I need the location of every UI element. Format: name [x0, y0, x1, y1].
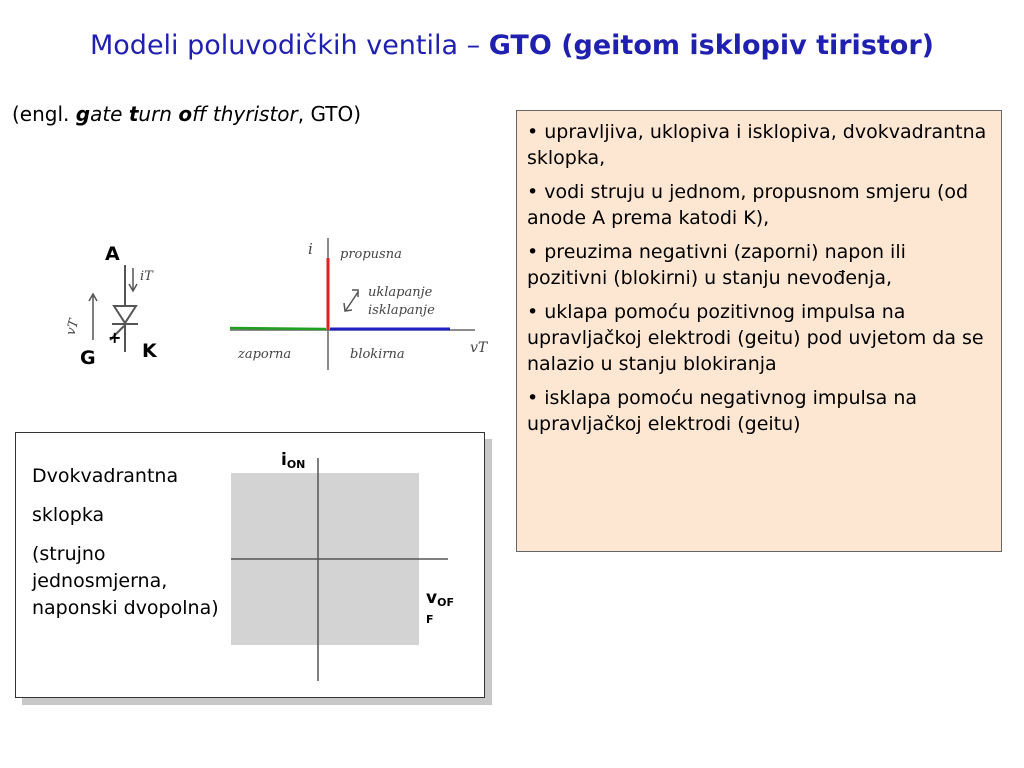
thyristor-triangle [114, 306, 136, 323]
gate-plus: + [108, 328, 122, 347]
info-box [516, 110, 1002, 552]
quadrant-line: (strujno jednosmjerna, naponski dvopolna) [32, 543, 219, 619]
gate-label: G [80, 347, 96, 369]
propusna-label: propusna [340, 247, 402, 262]
subtitle-t: t [128, 102, 139, 126]
info-bullet: • vodi struju u jednom, propusnom smjeru (od anode A prema katodi K), [527, 181, 969, 229]
voltage-label: vT [63, 317, 83, 337]
title-bold: GTO (geitom isklopiv tiristor) [488, 30, 934, 61]
uklapanje-label: uklapanje [368, 285, 433, 300]
char-x-label: vT [470, 340, 488, 356]
quadrant-v-label: vOF [426, 588, 454, 609]
subtitle-ff: ff thyristor [192, 102, 298, 126]
subtitle-close: ) [353, 102, 362, 126]
quadrant-line: sklopka [32, 504, 105, 526]
info-bullet: • upravljiva, uklopiva i isklopiva, dvokvadrantna sklopka, [527, 121, 987, 169]
anode-label: A [105, 243, 120, 265]
subtitle-urn: urn [138, 102, 179, 126]
switch-arrow-icon [346, 292, 358, 310]
info-bullet: • isklapa pomoću negativnog impulsa na upravljačkoj elektrodi (geitu) [527, 387, 918, 435]
subtitle-ate: ate [90, 102, 129, 126]
quadrant-i-label: iON [281, 450, 306, 471]
cathode-label: K [142, 340, 157, 362]
zaporna-label: zaporna [238, 347, 292, 362]
current-label: iT [140, 269, 153, 284]
slide-title [0, 30, 1024, 61]
title-prefix: Modeli poluvodičkih ventila – [89, 30, 489, 61]
quadrant-line: Dvokvadrantna [32, 465, 179, 487]
quadrant-v-label-wrap: F [426, 613, 434, 626]
subtitle-g: g [75, 102, 91, 126]
reverse-line [230, 328, 326, 329]
gto-sketch [50, 230, 500, 380]
info-bullet: • preuzima negativni (zaporni) napon ili pozitivni (blokirni) u stanju nevođenja, [527, 241, 906, 289]
char-y-label: i [308, 240, 313, 258]
subtitle-open: (engl. [12, 102, 76, 126]
blokirna-label: blokirna [350, 347, 405, 362]
quadrant-panel [15, 432, 485, 698]
isklapanje-label: isklapanje [368, 303, 435, 318]
subtitle-o: o [178, 102, 193, 126]
subtitle-tail: , GTO [297, 102, 354, 126]
subtitle [12, 102, 361, 126]
info-bullet: • uklapa pomoću pozitivnog impulsa na upravljačkoj elektrodi (geitu) pod uvjetom da se nalazio u stanju blokiranja [527, 301, 984, 375]
quadrant-diagram [16, 433, 484, 697]
